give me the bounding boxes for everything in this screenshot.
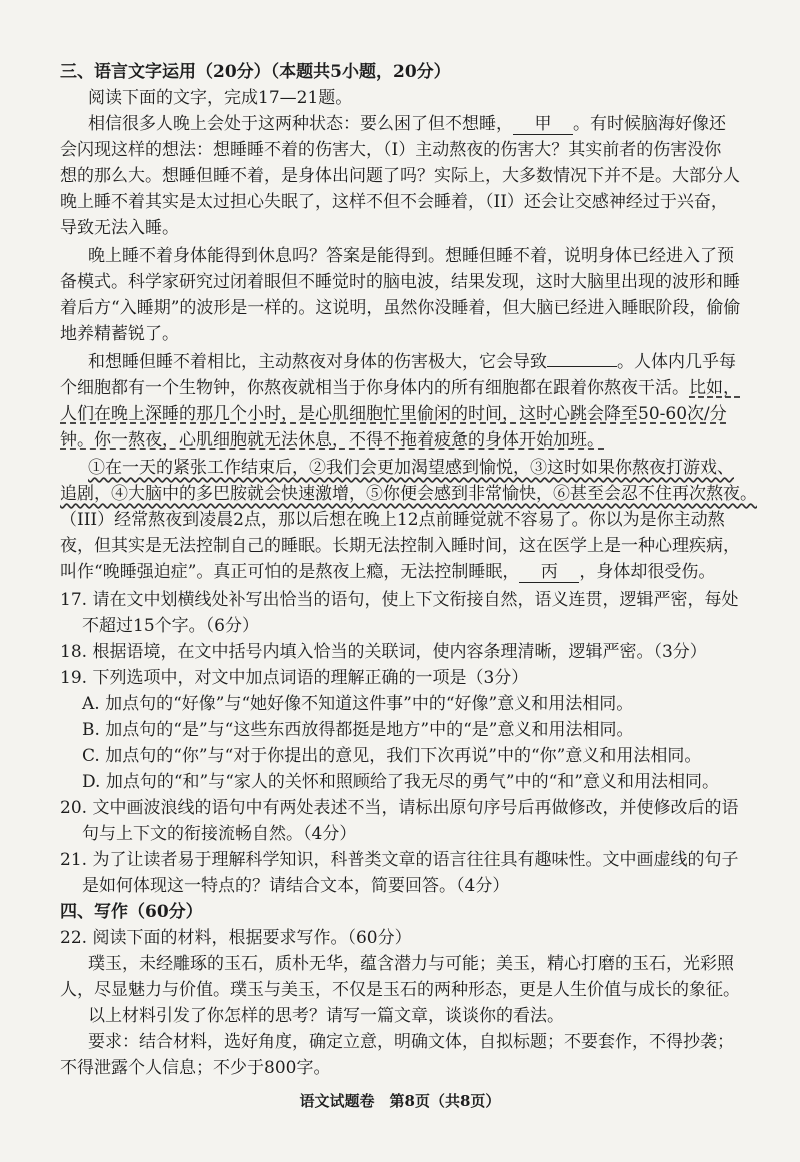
passage-p1-line2: 会闪现这样的想法：想睡睡不着的伤害大，（I）主动熬夜的伤害大？其实前者的伤害没你: [60, 140, 722, 160]
question-17-line2: 不超过15个字。（6分）: [82, 616, 259, 636]
p3-text-b: 。人体内几乎每: [617, 352, 736, 372]
question-19-stem: 19. 下列选项中，对文中加点词语的理解正确的一项是（3分）: [60, 668, 529, 688]
blank-jia: 甲: [513, 114, 573, 135]
p3-dashed-line4: 钟。你一熬夜，心肌细胞就无法休息，不得不拖着疲惫的身体开始加班。: [60, 430, 604, 450]
passage-p1-line4: 晚上睡不着其实是太过担心失眠了，这样不但不会睡着，（II）还会让交感神经过于兴奋，: [60, 192, 728, 212]
passage-p4-line1: [88, 456, 800, 480]
question-22-material-line1: 璞玉，未经雕琢的玉石，质朴无华，蕴含潜力与可能；美玉，精心打磨的玉石，光彩照: [88, 954, 734, 974]
p1-text-b: 。有时候脑海好像还: [573, 114, 726, 134]
reading-instruction: 阅读下面的文字，完成17—21题。: [88, 88, 353, 108]
passage-p1-line5: 导致无法入睡。: [60, 218, 179, 238]
question-22-material-line3: 以上材料引发了你怎样的思考？请写一篇文章，谈谈你的看法。: [88, 1006, 564, 1026]
question-22-stem: 22. 阅读下面的材料，根据要求写作。（60分）: [60, 928, 412, 948]
section3-heading: 三、语言文字运用（20分）（本题共5小题，20分）: [60, 62, 451, 82]
question-19-option-d: D. 加点句的“和”与“家人的关怀和照顾给了我无尽的勇气”中的“和”意义和用法相同。: [82, 772, 719, 792]
question-19-option-b: B. 加点句的“是”与“这些东西放得都挺是地方”中的“是”意义和用法相同。: [82, 720, 634, 740]
passage-p2-line2: 备模式。科学家研究过闭着眼但不睡觉时的脑电波，结果发现，这时大脑里出现的波形和睡: [60, 272, 740, 292]
passage-p2-line4: 地养精蓄锐了。: [60, 324, 179, 344]
passage-p3-line1: [88, 350, 800, 374]
question-17-line1: 17. 请在文中划横线处补写出恰当的语句，使上下文衔接自然，语义连贯，逻辑严密，每处: [60, 590, 739, 610]
passage-p3-line4: [60, 428, 800, 452]
p4-wavy-line2: 追剧，④大脑中的多巴胺就会快速激增，⑤你便会感到非常愉快，⑥甚至会忍不住再次熬夜。: [60, 484, 757, 504]
question-21-line1: 21. 为了让读者易于理解科学知识，科普类文章的语言往往具有趣味性。文中画虚线的句子: [60, 850, 739, 870]
question-22-requirements-line1: 要求：结合材料，选好角度，确定立意，明确文体，自拟标题；不要套作，不得抄袭；: [88, 1032, 734, 1052]
passage-p3-line2: [60, 376, 800, 400]
p3-line2-text: 个细胞都有一个生物钟，你熬夜就相当于你身体内的所有细胞都在跟着你熬夜干活。: [60, 378, 689, 398]
blank-yi: [547, 366, 617, 367]
question-22-requirements-line2: 不得泄露个人信息；不少于800字。: [60, 1058, 331, 1078]
p4-wavy-line1: ①在一天的紧张工作结束后，②我们会更加渴望感到愉悦，③这时如果你熬夜打游戏、: [88, 458, 734, 478]
question-21-line2: 是如何体现这一特点的？请结合文本，简要回答。（4分）: [82, 876, 510, 896]
passage-p4-line3: （III）经常熬夜到凌晨2点，那以后想在晚上12点前睡觉就不容易了。你以为是你主动熬: [60, 510, 725, 530]
passage-p1-line3: 想的那么大。想睡但睡不着，是身体出问题了吗？实际上，大多数情况下并不是。大部分人: [60, 166, 740, 186]
p1-text-a: 相信很多人晚上会处于这两种状态：要么困了但不想睡，: [88, 114, 513, 134]
question-20-line2: 句与上下文的衔接流畅自然。（4分）: [82, 824, 357, 844]
question-19-option-c: C. 加点句的“你”与“对于你提出的意见，我们下次再说”中的“你”意义和用法相同。: [82, 746, 702, 766]
p3-dashed-start: 比如，: [689, 378, 740, 398]
question-18: 18. 根据语境，在文中括号内填入恰当的关联词，使内容条理清晰，逻辑严密。（3分）: [60, 642, 707, 662]
p3-dashed-line3: 人们在晚上深睡的那几个小时，是心肌细胞忙里偷闲的时间，这时心跳会降至50-60次/分: [60, 404, 727, 424]
question-20-line1: 20. 文中画波浪线的语句中有两处表述不当，请标出原句序号后再做修改，并使修改后的语: [60, 798, 739, 818]
passage-p4-line5: [60, 560, 800, 584]
question-22-material-line2: 人，尽显魅力与价值。璞玉与美玉，不仅是玉石的两种形态，更是人生价值与成长的象征。: [60, 980, 740, 1000]
section4-heading: 四、写作（60分）: [60, 902, 203, 922]
passage-p2-line1: 晚上睡不着身体能得到休息吗？答案是能得到。想睡但睡不着，说明身体已经进入了预: [88, 246, 734, 266]
page-footer: 语文试题卷 第8页（共8页）: [299, 1092, 501, 1110]
p3-text-a: 和想睡但睡不着相比，主动熬夜对身体的伤害极大，它会导致: [88, 352, 547, 372]
passage-p2-line3: 着后方“入睡期”的波形是一样的。这说明，虽然你没睡着，但大脑已经进入睡眠阶段，偷偷: [60, 298, 741, 318]
passage-p3-line3: [60, 402, 800, 426]
p4-text-b: ，身体却很受伤。: [579, 562, 716, 582]
question-19-option-a: A. 加点句的“好像”与“她好像不知道这件事”中的“好像”意义和用法相同。: [82, 694, 634, 714]
blank-bing: 丙: [519, 562, 579, 583]
p4-text-a: 叫作“晚睡强迫症”。真正可怕的是熬夜上瘾，无法控制睡眠，: [60, 562, 520, 582]
passage-p1-line1: [88, 112, 800, 136]
passage-p4-line2: [60, 482, 800, 506]
passage-p4-line4: 夜，但其实是无法控制自己的睡眠。长期无法控制入睡时间，这在医学上是一种心理疾病，: [60, 536, 740, 556]
